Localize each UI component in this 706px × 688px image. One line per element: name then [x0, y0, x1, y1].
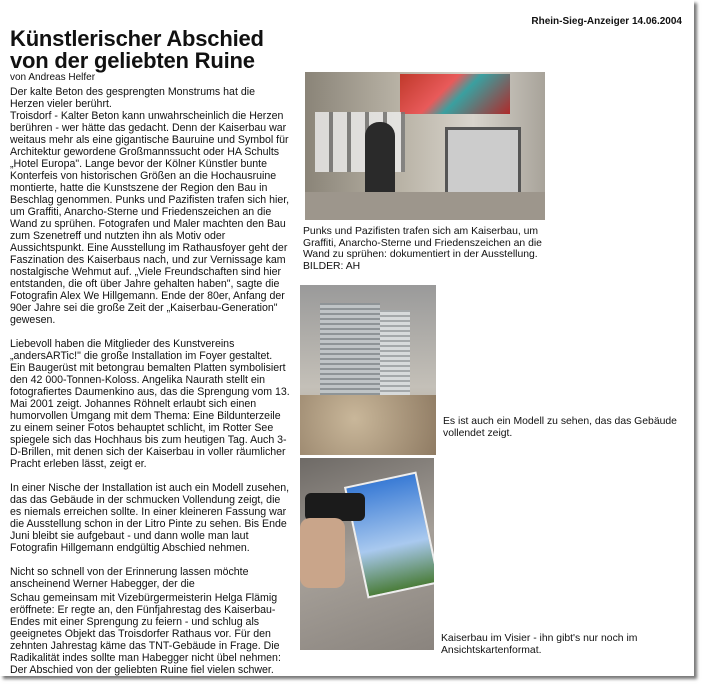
article-paragraph: Schau gemeinsam mit Vizebürgermeisterin Helga Flämig eröffnete: Er regte an, den Fünfjahrestag des Kaiserbau-Endes mit einer Sprengung zu feiern - und schlug als geeignetes Objekt das Troisdorfer Rathaus vor. Für den zehnten Jahrestag käme das TNT-Gebäude in Frage. Die Radikalität indes sollte man Habegger nicht übel nehmen: Der Abschied von der geliebten Ruine fiel vielen schwer.: [10, 592, 281, 676]
author-byline: von Andreas Helfer: [10, 72, 96, 83]
article-paragraph: Liebevoll haben die Mitglieder des Kunstvereins „andersARTic!" die große Installation im Foyer gestaltet. Ein Baugerüst mit betongrau bemalten Platten symbolisiert den 42 000-Tonnen-Koloss. Angelika Naurath stellt ein fotografiertes Daumenkino aus, das die Sprengung vom 13. Mai 2001 zeigt. Johannes Röhnelt erlaubt sich einen humorvollen Umgang mit dem Thema: Eine Bildunterzeile zu einem seiner Fotos behauptet schlicht, im Rotter See spiegele sich das Hochhaus bis zum heutigen Tag. Auch 3-D-Brillen, mit denen sich der Kaiserbau in voller räumlicher Pracht erleben lässt, zeigt er.: [10, 338, 290, 470]
article-body: [10, 86, 290, 688]
article-paragraph: Nicht so schnell von der Erinnerung lassen möchte anscheinend Werner Habegger, der die: [10, 566, 249, 590]
headline: [10, 28, 264, 72]
article-lead: Der kalte Beton des gesprengten Monstrums hat die Herzen vieler berührt.: [10, 86, 255, 110]
headline-line1: Künstlerischer Abschied: [10, 26, 264, 51]
caption-photo1: [303, 226, 553, 272]
article-paragraph: Troisdorf - Kalter Beton kann unwahrscheinlich die Herzen berühren - wer hätte das gedacht. Denn der Kaiserbau war weitaus mehr als eine gigantische Bauruine und Symbol für Architektur gewordene Großmannssucht oder HA Schults „Hotel Europa". Lange bevor der Kölner Künstler bunte Konterfeis von historischen Größen an die Hochausruine montierte, hatte die Kunstszene der Region den Bau in Beschlag genommen. Punks und Pazifisten trafen sich hier, um Graffiti, Anarcho-Sterne und Friedenszeichen an die Wand zu sprühen. Fotografen und Maler machten den Bau zum Szenetreff und nutzten ihn als Motiv oder Aussichtspunkt. Eine Ausstellung im Rathausfoyer geht der Faszination des Kaiserbaus nach, und zur Vernissage kam nostalgische Wehmut auf. „Viele Freundschaften sind hier entstanden, die oft über Jahre gehalten haben", sagte die Fotografin Alex We Hillgemann. Ende der 80er, Anfang der 90er Jahre sei die große Zeit der „Kaiserbau-Generation" gewesen.: [10, 110, 290, 326]
article-paragraph: In einer Nische der Installation ist auch ein Modell zusehen, das das Gebäude in der schmucken Vollendung zeigt, die es niemals erreichen sollte. In einer kleineren Fassung war die Ausstellung schon in der Litro Pinte zu sehen. Bis Ende Juni bleibt sie aufgebaut - und dann wolle man laut Fotografin Hillgemann endgültig Abschied nehmen.: [10, 482, 290, 554]
caption-text: Punks und Pazifisten trafen sich am Kaiserbau, um Graffiti, Anarcho-Sterne und Friedenszeichen an die Wand zu sprühen: dokumentiert in der Ausstellung.: [303, 226, 542, 260]
photo-credit: BILDER: AH: [303, 260, 361, 272]
caption-photo2: Es ist auch ein Modell zu sehen, das das Gebäude vollendet zeigt.: [443, 416, 677, 439]
source-date: Rhein-Sieg-Anzeiger 14.06.2004: [531, 16, 682, 27]
caption-photo3: Kaiserbau im Visier - ihn gibt's nur noch im Ansichtskartenformat.: [441, 633, 638, 656]
photo-camcorder: [300, 458, 434, 650]
photo-building-model: [300, 285, 436, 455]
photo-exhibition: [305, 72, 545, 220]
headline-line2: von der geliebten Ruine: [10, 48, 255, 73]
